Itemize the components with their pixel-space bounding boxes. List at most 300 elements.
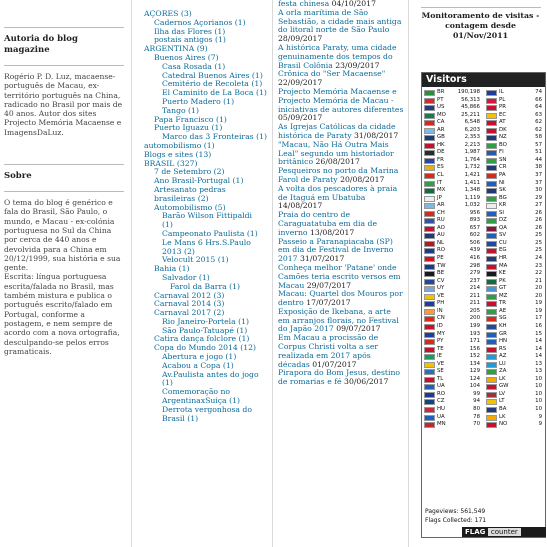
flag-entry [484, 195, 544, 203]
country-flag-icon [486, 113, 497, 119]
flag-entry [484, 225, 544, 233]
post-link[interactable]: As Igrejas Católicas da cidade histórica de Paraty [278, 122, 396, 140]
flag-entry [422, 293, 482, 301]
visit-count: 506 [469, 239, 480, 246]
pageviews-value: 561,549 [460, 508, 486, 515]
post-date: 22/09/2017 [278, 78, 323, 88]
flag-row [422, 247, 546, 255]
flag-row [422, 97, 546, 105]
country-code: LU [499, 360, 506, 367]
visit-count: 44 [535, 156, 542, 163]
post-item [278, 185, 404, 211]
flag-entry [484, 361, 544, 369]
flag-entry [422, 240, 482, 248]
country-code: MZ [499, 292, 508, 299]
country-code: UY [437, 285, 445, 292]
flag-row [422, 285, 546, 293]
visit-count: 211 [469, 292, 480, 299]
visit-count: 20 [535, 292, 542, 299]
flag-entry [422, 164, 482, 172]
visit-count: 58 [535, 134, 542, 141]
flag-row [422, 217, 546, 225]
country-flag-icon [424, 264, 435, 270]
post-date: 17/07/2017 [306, 298, 351, 308]
post-link[interactable]: Passeio a Paranapiacaba (SP) em dia de Festival de Inverno 2017 [278, 236, 394, 264]
country-flag-icon [424, 271, 435, 277]
country-flag-icon [486, 377, 497, 383]
post-date: 26/08/2017 [315, 157, 360, 167]
visit-count: 25 [535, 239, 542, 246]
post-item [278, 9, 404, 44]
category-link[interactable]: Barão Wilson Fittipaldi [162, 212, 252, 221]
visit-count: 21 [535, 277, 542, 284]
country-flag-icon [424, 301, 435, 307]
country-code: NL [437, 239, 445, 246]
country-code: TW [437, 262, 446, 269]
visit-count: 1,732 [464, 164, 480, 171]
category-link[interactable]: Cadernos Açorianos (1) [154, 18, 246, 27]
country-flag-icon [424, 165, 435, 171]
post-item [278, 290, 404, 308]
flag-entry [484, 368, 544, 376]
country-code: EG [499, 247, 507, 254]
flag-entry [484, 164, 544, 172]
flag-entry [484, 331, 544, 339]
post-date: 31/07/2017 [300, 254, 345, 264]
country-flag-icon [486, 309, 497, 315]
category-link[interactable]: Papa Francisco (1) [154, 115, 227, 124]
flags-row [422, 517, 546, 525]
country-code: PK [499, 277, 506, 284]
flag-row [422, 180, 546, 188]
post-link[interactable]: Conheça melhor 'Patane' onde Camões teria escrito versos em Macau [278, 262, 401, 290]
visit-count: 14 [535, 345, 542, 352]
visit-count: 45,866 [461, 104, 480, 111]
post-item [278, 264, 404, 290]
flag-entry [484, 142, 544, 150]
country-code: PT [437, 96, 444, 103]
flag-entry [422, 398, 482, 406]
category-link[interactable]: Carnaval 2014 (3) [154, 300, 225, 309]
flagcounter-logo[interactable] [462, 527, 546, 537]
country-flag-icon [486, 324, 497, 330]
country-code: TR [499, 300, 507, 307]
category-link[interactable]: Catedral Buenos Aires (1) [162, 71, 263, 80]
country-flag-icon [486, 362, 497, 368]
category-link[interactable]: Puerto Iguazu (1) [154, 124, 223, 133]
flag-entry [484, 353, 544, 361]
flag-entry [484, 202, 544, 210]
category-link[interactable]: Puerto Madero (1) [162, 97, 235, 106]
country-code: ZA [499, 368, 507, 375]
country-flag-icon [486, 271, 497, 277]
country-flag-icon [424, 218, 435, 224]
flag-list [422, 89, 546, 429]
category-link[interactable]: Brasil (1) [162, 414, 199, 423]
country-code: HU [437, 405, 445, 412]
author-heading: Autoria do blog magazine [4, 34, 78, 55]
category-link[interactable]: Carnaval 2012 (3) [154, 291, 225, 300]
post-link[interactable]: A orla marítima de São Sebastião, a cidade mais antiga do litoral norte de São Paulo [278, 7, 402, 35]
flag-row [422, 225, 546, 233]
country-flag-icon [424, 324, 435, 330]
category-link[interactable]: Abertura e jogo (1) [162, 353, 237, 362]
category-link[interactable]: Tango (1) [162, 106, 199, 115]
country-flag-icon [486, 286, 497, 292]
flag-entry [422, 127, 482, 135]
visit-count: 13 [535, 360, 542, 367]
country-code: RO [437, 247, 445, 254]
category-link[interactable]: ARGENTINA (9) [144, 45, 208, 54]
country-code: UA [437, 413, 445, 420]
country-code: HK [437, 141, 445, 148]
country-code: PH [437, 300, 445, 307]
category-link[interactable]: Rio Janeiro-Portela (1) [162, 317, 250, 326]
country-code: VE [437, 360, 445, 367]
category-link[interactable]: Catira dança folclore (1) [154, 335, 250, 344]
category-link[interactable]: Buenos Aires (7) [154, 53, 219, 62]
flag-row [422, 414, 546, 422]
flag-row [422, 323, 546, 331]
visit-count: 19 [535, 307, 542, 314]
country-code: JP [437, 194, 442, 201]
flag-row [422, 406, 546, 414]
flag-entry [422, 180, 482, 188]
visit-count: 78 [473, 413, 480, 420]
flag-entry [422, 406, 482, 414]
visit-count: 70 [473, 421, 480, 428]
post-link[interactable]: Pesqueiros no porto da Marina Farol de Paraty [278, 166, 399, 184]
flag-row [422, 142, 546, 150]
visit-count: 27 [535, 202, 542, 209]
visit-count: 62 [535, 126, 542, 133]
country-flag-icon [486, 135, 497, 141]
country-code: PY [437, 338, 444, 345]
flag-entry [484, 104, 544, 112]
category-link[interactable]: ArgentinaxSuiça (1) [162, 397, 240, 406]
country-flag-icon [424, 415, 435, 421]
flag-row [422, 263, 546, 271]
country-code: DK [499, 126, 507, 133]
flag-entry [422, 421, 482, 429]
country-code: TL [437, 375, 444, 382]
category-link[interactable]: Automobilismo (5) [154, 203, 226, 212]
country-flag-icon [424, 392, 435, 398]
flag-row [422, 195, 546, 203]
flag-row [422, 255, 546, 263]
flag-entry [484, 391, 544, 399]
visit-count: 10 [535, 405, 542, 412]
fc-flag-text: FLAG [465, 528, 486, 536]
country-flag-icon [486, 98, 497, 104]
visit-count: 1,119 [464, 194, 480, 201]
visit-count: 10 [535, 398, 542, 405]
country-code: PA [499, 172, 506, 179]
post-link[interactable]: Crônica do "Ser Macaense" [278, 69, 386, 79]
flag-entry [422, 331, 482, 339]
flag-entry [422, 89, 482, 97]
country-flag-icon [424, 316, 435, 322]
country-flag-icon [486, 90, 497, 96]
country-code: FI [499, 149, 504, 156]
category-link[interactable]: Artesanato pedras [154, 185, 226, 194]
visit-count: 22 [535, 270, 542, 277]
post-date: 13/08/2017 [310, 227, 355, 237]
country-flag-icon [424, 399, 435, 405]
visit-count: 63 [535, 111, 542, 118]
category-link[interactable]: Derrota vergonhosa do [162, 405, 252, 414]
country-flag-icon [424, 354, 435, 360]
flags-collected-value: 171 [474, 517, 487, 524]
visit-count: 37 [535, 172, 542, 179]
country-flag-icon [486, 128, 497, 134]
country-code: AZ [499, 353, 507, 360]
category-link[interactable]: automobilismo (1) [144, 141, 215, 150]
flag-entry [422, 368, 482, 376]
flag-row [422, 240, 546, 248]
country-code: RS [499, 345, 507, 352]
flag-entry [422, 323, 482, 331]
category-link[interactable]: Comemoração no [162, 388, 231, 397]
country-code: HR [499, 255, 507, 262]
category-link[interactable]: 7 de Setembro (2) [154, 168, 225, 177]
about-text: O tema do blog é genérico e fala do Brasil, São Paulo, o mundo, e Macau - ex-colónia portuguesa no Sul da China por cerca de 440 anos e devolvida para a China em 20/12/1999, sua história e sua gente. [4, 198, 121, 273]
category-link[interactable]: brasileiras (2) [154, 194, 209, 203]
category-link[interactable]: BRASIL (327) [144, 159, 198, 168]
category-link[interactable]: Ilha das Flores (1) [154, 27, 226, 36]
visit-count: 38 [535, 164, 542, 171]
flag-entry [484, 157, 544, 165]
country-code: AR [437, 126, 445, 133]
flag-entry [484, 376, 544, 384]
post-date: 14/08/2017 [278, 201, 323, 211]
category-link[interactable]: AÇORES (3) [144, 10, 192, 18]
country-code: AE [499, 307, 507, 314]
category-link[interactable]: Copa do Mundo 2014 (12) [154, 344, 257, 353]
country-flag-icon [486, 196, 497, 202]
country-code: MX [437, 187, 446, 194]
flag-entry [484, 315, 544, 323]
post-date: 23/09/2017 [335, 60, 380, 70]
visitors-sidebar [414, 0, 547, 547]
visit-count: 6,548 [464, 119, 480, 126]
post-link[interactable]: Macau: Quartel dos Mouros por dentro [278, 289, 403, 308]
flag-row [422, 368, 546, 376]
flag-entry [484, 217, 544, 225]
country-flag-icon [424, 407, 435, 413]
country-flag-icon [486, 226, 497, 232]
category-link[interactable]: Acabou a Copa (1) [162, 361, 234, 370]
country-flag-icon [424, 384, 435, 390]
country-flag-icon [424, 150, 435, 156]
country-code: SV [499, 232, 507, 239]
country-flag-icon [486, 369, 497, 375]
category-link[interactable]: Le Mans 6 Hrs.S.Paulo [162, 238, 251, 247]
visit-count: 10 [535, 383, 542, 390]
country-code: SG [499, 315, 507, 322]
post-link[interactable]: Exposição de Ikebana, a arte em arranjos florais, no Festival do Japão 2017 [278, 306, 399, 334]
post-link[interactable]: A histórica Paraty, uma cidade genuinamente dos tempos do Brasil Colônia [278, 42, 397, 70]
country-flag-icon [424, 347, 435, 353]
country-code: ID [437, 322, 443, 329]
flag-entry [422, 134, 482, 142]
country-flag-icon [486, 332, 497, 338]
flag-entry [422, 225, 482, 233]
pageviews-label: Pageviews: [425, 508, 459, 515]
post-date: 04/10/2017 [331, 0, 376, 8]
flag-entry [484, 247, 544, 255]
visit-count: 2,213 [464, 141, 480, 148]
category-link[interactable]: (1) [162, 221, 173, 230]
country-code: LK [499, 413, 506, 420]
category-link[interactable]: Salvador (1) [162, 273, 210, 282]
flag-entry [484, 383, 544, 391]
flag-row [422, 346, 546, 354]
visit-count: 156 [469, 345, 480, 352]
category-link[interactable]: Av.Paulista antes do jogo [162, 370, 259, 379]
country-code: PR [499, 104, 506, 111]
country-flag-icon [486, 188, 497, 194]
category-link[interactable]: postais antigos (1) [154, 36, 226, 45]
country-flag-icon [486, 316, 497, 322]
category-link[interactable]: Ano Brasil-Portugal (1) [154, 177, 244, 186]
visit-count: 26 [535, 224, 542, 231]
flag-entry [422, 172, 482, 180]
country-code: RO [437, 390, 445, 397]
country-flag-icon [486, 407, 497, 413]
visit-count: 205 [469, 307, 480, 314]
category-link[interactable]: Casa Rosada (1) [162, 62, 226, 71]
country-flag-icon [424, 248, 435, 254]
post-link[interactable]: Praia do centro de Caraguatatuba em dia de inverno [278, 210, 377, 237]
flag-entry [484, 323, 544, 331]
country-code: BA [499, 405, 507, 412]
country-flag-icon [486, 143, 497, 149]
flag-entry [484, 119, 544, 127]
flag-entry [484, 414, 544, 422]
country-code: LT [499, 398, 505, 405]
flags-collected-label: Flags Collected: [425, 517, 473, 524]
country-code: MA [499, 262, 508, 269]
visit-count: 439 [469, 247, 480, 254]
post-date: 05/09/2017 [278, 113, 323, 123]
category-link[interactable]: São Paulo-Tatuapé (1) [162, 326, 248, 335]
category-link[interactable]: Blogs e sites (13) [144, 150, 212, 159]
visit-count: 1,421 [464, 172, 480, 179]
category-link[interactable]: Bahia (1) [154, 265, 190, 274]
country-code: BR [437, 89, 445, 95]
country-code: CL [437, 172, 444, 179]
country-code: CV [437, 277, 445, 284]
flag-entry [484, 240, 544, 248]
flag-row [422, 300, 546, 308]
flag-counter-widget[interactable] [421, 72, 546, 538]
visit-count: 200 [469, 315, 480, 322]
post-link[interactable]: festa chinesa [278, 0, 330, 8]
country-flag-icon [486, 233, 497, 239]
flag-row [422, 104, 546, 112]
visit-count: 298 [469, 262, 480, 269]
country-flag-icon [424, 362, 435, 368]
flag-entry [484, 112, 544, 120]
post-link[interactable]: "Macau, Não Há Outra Mais Leal" segundo um historiador britânico [278, 139, 394, 167]
visit-count: 9 [538, 421, 542, 428]
flag-entry [484, 293, 544, 301]
visit-count: 24 [535, 255, 542, 262]
flag-entry [484, 210, 544, 218]
country-flag-icon [486, 105, 497, 111]
visit-count: 657 [469, 224, 480, 231]
visit-count: 129 [469, 368, 480, 375]
category-link[interactable]: Farol da Barra (1) [170, 282, 241, 291]
category-link[interactable]: Velocult 2015 (1) [162, 256, 229, 265]
visit-count: 152 [469, 353, 480, 360]
country-code: NO [499, 421, 508, 428]
category-link[interactable]: (1) [162, 379, 173, 388]
visit-count: 56,313 [461, 96, 480, 103]
country-code: IE [437, 353, 442, 360]
flag-row [422, 89, 546, 97]
country-code: CN [437, 315, 445, 322]
flag-entry [484, 308, 544, 316]
country-code: PL [499, 96, 506, 103]
author-text: Rogério P. D. Luz, macaense-português de Macau, ex-território português na China, radicado no Brasil por mais de 40 anos. Autor dos sites Projecto Memória Macaense e ImagensDaLuz. [4, 72, 123, 137]
flag-entry [422, 217, 482, 225]
flag-entry [484, 406, 544, 414]
category-link[interactable]: 2013 (2) [162, 247, 195, 256]
flag-entry [484, 97, 544, 105]
category-link[interactable]: Marco das 3 Fronteiras (1) [162, 133, 267, 142]
visit-count: 99 [473, 390, 480, 397]
post-link[interactable]: A volta dos pescadores à praia de Itaguá em Ubatuba [278, 183, 398, 202]
country-code: BG [499, 194, 507, 201]
visit-count: 893 [469, 217, 480, 224]
country-flag-icon [486, 150, 497, 156]
post-item [278, 88, 404, 123]
flag-entry [484, 263, 544, 271]
widget-title: Visitors [422, 73, 545, 87]
country-code: CU [499, 239, 507, 246]
flag-row [422, 270, 546, 278]
category-link[interactable]: Cemitério de Recoleta (1) [162, 80, 263, 89]
flag-row [422, 202, 546, 210]
country-code: TE [437, 345, 444, 352]
flag-entry [484, 421, 544, 429]
flag-entry [422, 338, 482, 346]
category-link[interactable]: Carnaval 2017 (2) [154, 309, 225, 318]
flag-row [422, 127, 546, 135]
post-date: 20/08/2017 [340, 174, 385, 184]
flag-row [422, 361, 546, 369]
post-date: 09/07/2017 [336, 324, 381, 334]
country-code: AT [499, 119, 506, 126]
post-link[interactable]: Em Macau a procissão de Corpus Christi volta a ser realizada em 2017 após décadas [278, 333, 379, 369]
visit-count: 104 [469, 383, 480, 390]
post-link[interactable]: Projecto Memória Macaense e Projecto Memória de Macau - iniciativas de autores diferentes [278, 86, 404, 114]
visit-count: 14 [535, 338, 542, 345]
visit-count: 2,353 [464, 134, 480, 141]
visit-count: 193 [469, 330, 480, 337]
visit-count: 25,211 [461, 111, 480, 118]
post-link[interactable]: Pirapora do Bom Jesus, destino de romarias e fé [278, 368, 401, 387]
country-flag-icon [486, 347, 497, 353]
post-item [278, 211, 404, 237]
country-flag-icon [424, 113, 435, 119]
country-flag-icon [424, 422, 435, 428]
category-link[interactable]: El Caminito de La Boca (1) [162, 89, 267, 98]
visit-count: 956 [469, 209, 480, 216]
category-link[interactable]: Campeonato Paulista (1) [162, 229, 258, 238]
